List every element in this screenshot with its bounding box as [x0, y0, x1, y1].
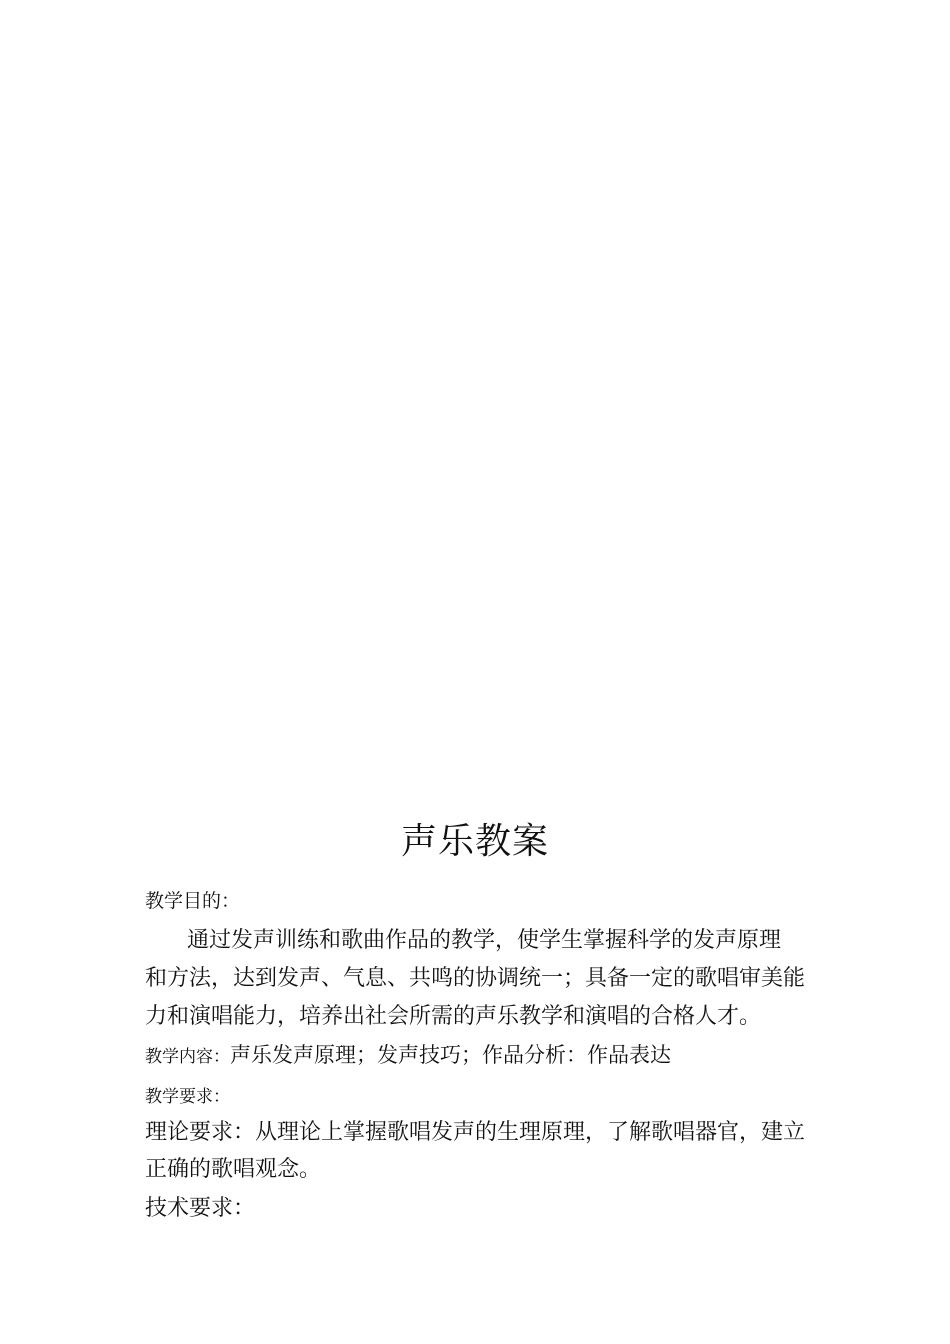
content-row	[145, 1043, 671, 1069]
objective-line-3: 力和演唱能力，培养出社会所需的声乐教学和演唱的合格人才。	[145, 1004, 762, 1029]
requirements-label: 教学要求：	[145, 1087, 230, 1107]
content-text: 声乐发声原理；发声技巧；作品分析：作品表达	[230, 1043, 671, 1067]
objective-line-1: 通过发声训练和歌曲作品的教学，使学生掌握科学的发声原理	[187, 928, 782, 953]
theory-line-2: 正确的歌唱观念。	[145, 1157, 322, 1182]
objective-label: 教学目的：	[145, 890, 241, 912]
document-title: 声乐教案	[400, 821, 549, 862]
content-label: 教学内容：	[145, 1047, 230, 1067]
technique-label: 技术要求：	[145, 1196, 256, 1221]
theory-line-1: 理论要求：从理论上掌握歌唱发声的生理原理，了解歌唱器官，建立	[145, 1120, 806, 1145]
objective-line-2: 和方法，达到发声、气息、共鸣的协调统一；具备一定的歌唱审美能	[145, 966, 806, 991]
